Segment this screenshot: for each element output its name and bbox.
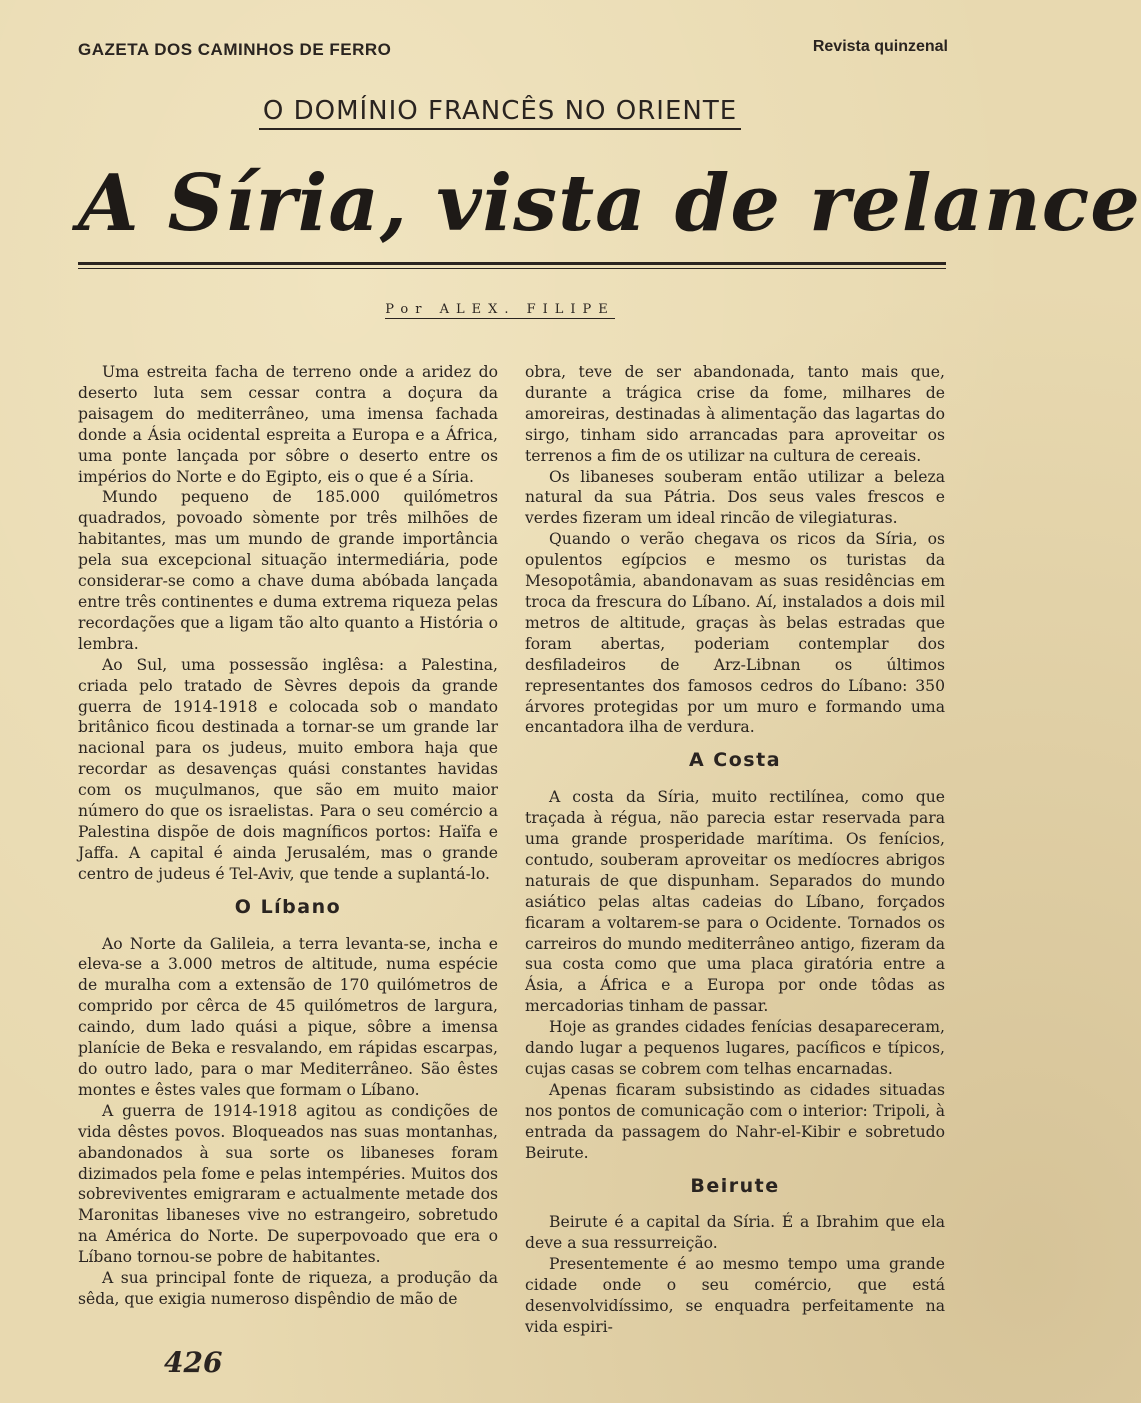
article-title: A Síria, vista de relance xyxy=(78,158,1141,249)
paragraph: Mundo pequeno de 185.000 quilómetros quadrados, povoado sòmente por três milhões de habitantes, mas um mundo de grande importância pela sua excepcional situação intermediária, pode considerar-se como a chave duma abóbada lançada entre três continentes e duma extrema riqueza pelas recordações que a ligam tão alto quanto a História o lembra. xyxy=(78,488,498,653)
paragraph: Ao Sul, uma possessão inglêsa: a Palestina, criada pelo tratado de Sèvres depois da grande guerra de 1914-1918 e colocada sob o mandato britânico ficou destinada a tornar-se um grande lar nacional para os judeus, muito embora haja que recordar as desavenças quási constantes havidas com os muçulmanos, que são em muito maior número do que os israelistas. Para o seu comércio a Palestina dispõe de dois magníficos portos: Haïfa e Jaffa. A capital é ainda Jerusalém, mas o grande centro de judeus é Tel-Aviv, que tende a suplantá-lo. xyxy=(78,655,498,883)
publication-name: GAZETA DOS CAMINHOS DE FERRO xyxy=(78,40,392,59)
periodicity-label: Revista quinzenal xyxy=(812,38,948,55)
paragraph: Beirute é a capital da Síria. É a Ibrahim que ela deve a sua ressurreição. xyxy=(525,1213,945,1253)
article-kicker xyxy=(0,96,1000,126)
title-rule-thick xyxy=(78,262,946,265)
paragraph: Hoje as grandes cidades fenícias desapareceram, dando lugar a pequenos lugares, pacíficos e típicos, cujas casas se cobrem com telhas encarnadas. xyxy=(525,1018,945,1078)
section-heading-beirute: Beirute xyxy=(690,1174,780,1197)
section-heading-libano: O Líbano xyxy=(234,895,342,918)
byline-text: Por ALEX. FILIPE xyxy=(385,302,615,317)
paragraph: Apenas ficaram subsistindo as cidades situadas nos pontos de comunicação com o interior: Tripoli, à entrada da passagem do Nahr-el-Kibir e sobretudo Beirute. xyxy=(525,1080,945,1162)
kicker-text: O DOMÍNIO FRANCÊS NO ORIENTE xyxy=(259,96,741,130)
paragraph: A sua principal fonte de riqueza, a produção da sêda, que exigia numeroso dispêndio de mão de xyxy=(78,1269,498,1308)
title-rule-thin xyxy=(78,268,946,269)
paragraph: Presentemente é ao mesmo tempo uma grande cidade onde o seu comércio, que está desenvolvidíssimo, se enquadra perfeitamente na vida espiri- xyxy=(525,1255,945,1336)
byline xyxy=(0,302,1000,317)
right-column xyxy=(525,362,945,1338)
paragraph: Uma estreita facha de terreno onde a aridez do deserto luta sem cessar contra a doçura da paisagem do mediterrâneo, uma imensa fachada donde a Ásia ocidental espreita a Europa e a África, uma ponte lançada por sôbre o deserto entre os impérios do Norte e do Egipto, eis o que é a Síria. xyxy=(78,363,498,486)
paragraph: Os libaneses souberam então utilizar a beleza natural da sua Pátria. Dos seus vales frescos e verdes fizeram um ideal rincão de vilegiaturas. xyxy=(525,467,945,528)
section-heading-costa: A Costa xyxy=(688,749,782,772)
paragraph: A guerra de 1914-1918 agitou as condições de vida dêstes povos. Bloqueados nas suas montanhas, abandonados à sua sorte os libaneses foram dizimados pela fome e pelas intempéries. Muitos dos sobreviventes emigraram e actualmente metade dos Maronitas libaneses vive no estrangeiro, sobretudo na América do Norte. De superpovoado que era o Líbano tornou-se pobre de habitantes. xyxy=(78,1101,498,1267)
page-number: 426 xyxy=(164,1346,223,1379)
paragraph: Ao Norte da Galileia, a terra levanta-se, incha e eleva-se a 3.000 metros de altitude, numa espécie de muralha com a extensão de 170 quilómetros de comprido por cêrca de 45 quilómetros de largura, caindo, dum lado quási a pique, sôbre a imensa planície de Beka e resvalando, em rápidas escarpas, do outro lado, para o mar Mediterrâneo. São êstes montes e êstes vales que formam o Líbano. xyxy=(78,934,498,1099)
paragraph: obra, teve de ser abandonada, tanto mais que, durante a trágica crise da fome, milhares de amoreiras, destinadas à alimentação das lagartas do sirgo, tinham sido arrancadas para aproveitar os terrenos a fim de os utilizar na cultura de cereais. xyxy=(525,363,945,465)
left-column xyxy=(78,362,498,1310)
paragraph: A costa da Síria, muito rectilínea, como que traçada à régua, não parecia estar reservada para uma grande prosperidade marítima. Os fenícios, contudo, souberam aproveitar os medíocres abrigos naturais de que dispunham. Separados do mundo asiático pelas altas cadeias do Líbano, forçados ficaram a voltarem-se para o Ocidente. Tornados os carreiros do mundo mediterrâneo antigo, fizeram da sua costa como que uma placa giratória entre a Ásia, a África e a Europa por onde tôdas as mercadorias tinham de passar. xyxy=(525,788,945,1016)
paragraph: Quando o verão chegava os ricos da Síria, os opulentos egípcios e mesmo os turistas da Mesopotâmia, abandonavam as suas residências em troca da frescura do Líbano. Aí, instalados a dois mil metros de altitude, graças às belas estradas que foram abertas, poderiam contemplar dos desfiladeiros de Arz-Libnan os últimos representantes dos famosos cedros do Líbano: 350 árvores protegidas por um muro e formando uma encantadora ilha de verdura. xyxy=(525,530,945,737)
